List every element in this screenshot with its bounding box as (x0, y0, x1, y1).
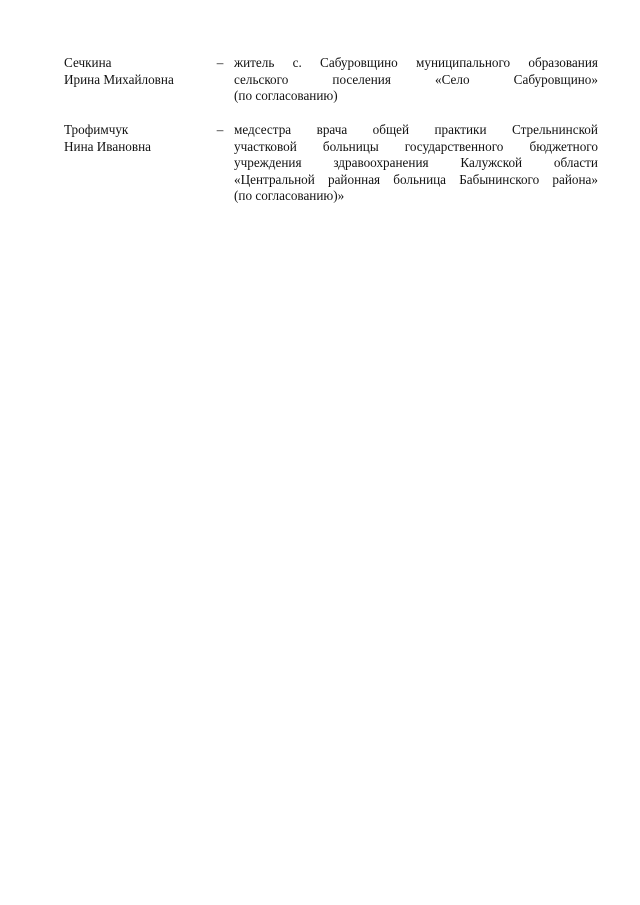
description-line (234, 72, 598, 89)
member-name (64, 122, 204, 155)
word: Калужской (460, 155, 523, 171)
description-line (234, 139, 598, 156)
word: муниципального (416, 55, 511, 70)
word: с. (292, 55, 302, 70)
word: здравоохранения (333, 155, 429, 171)
word: «Село (434, 71, 470, 87)
word: области (553, 155, 598, 171)
description-line (234, 55, 598, 72)
separator-dash: – (216, 122, 224, 137)
word: больница (393, 171, 447, 187)
member-surname: Трофимчук (64, 122, 129, 137)
description-line: (по согласованию)» (234, 188, 345, 204)
description-line: (по согласованию) (234, 88, 338, 104)
word: «Центральной (234, 171, 315, 187)
word: учреждения (234, 155, 302, 171)
word: Сабуровщино (320, 55, 398, 70)
word: больницы (322, 138, 379, 154)
word: общей (372, 122, 410, 137)
word: медсестра (234, 122, 292, 137)
member-surname: Сечкина (64, 55, 112, 70)
word: государственного (404, 138, 504, 154)
member-description (234, 55, 598, 105)
member-given-names: Нина Ивановна (64, 138, 152, 154)
member-given-names: Ирина Михайловна (64, 71, 174, 87)
word: практики (434, 122, 487, 137)
word: образования (528, 55, 598, 70)
description-line (234, 155, 598, 172)
separator-dash: – (216, 55, 224, 70)
word: сельского (234, 71, 289, 87)
word: житель (234, 55, 275, 70)
description-line (234, 122, 598, 139)
word: района» (552, 171, 598, 187)
word: бюджетного (529, 138, 598, 154)
word: Стрельнинской (511, 122, 598, 137)
word: поселения (332, 71, 391, 87)
description-line (234, 172, 598, 189)
member-description (234, 122, 598, 205)
word: районная (327, 171, 381, 187)
member-name (64, 55, 204, 88)
word: врача (316, 122, 348, 137)
word: Сабуровщино» (513, 71, 598, 87)
word: участковой (234, 138, 297, 154)
word: Бабынинского (459, 171, 540, 187)
